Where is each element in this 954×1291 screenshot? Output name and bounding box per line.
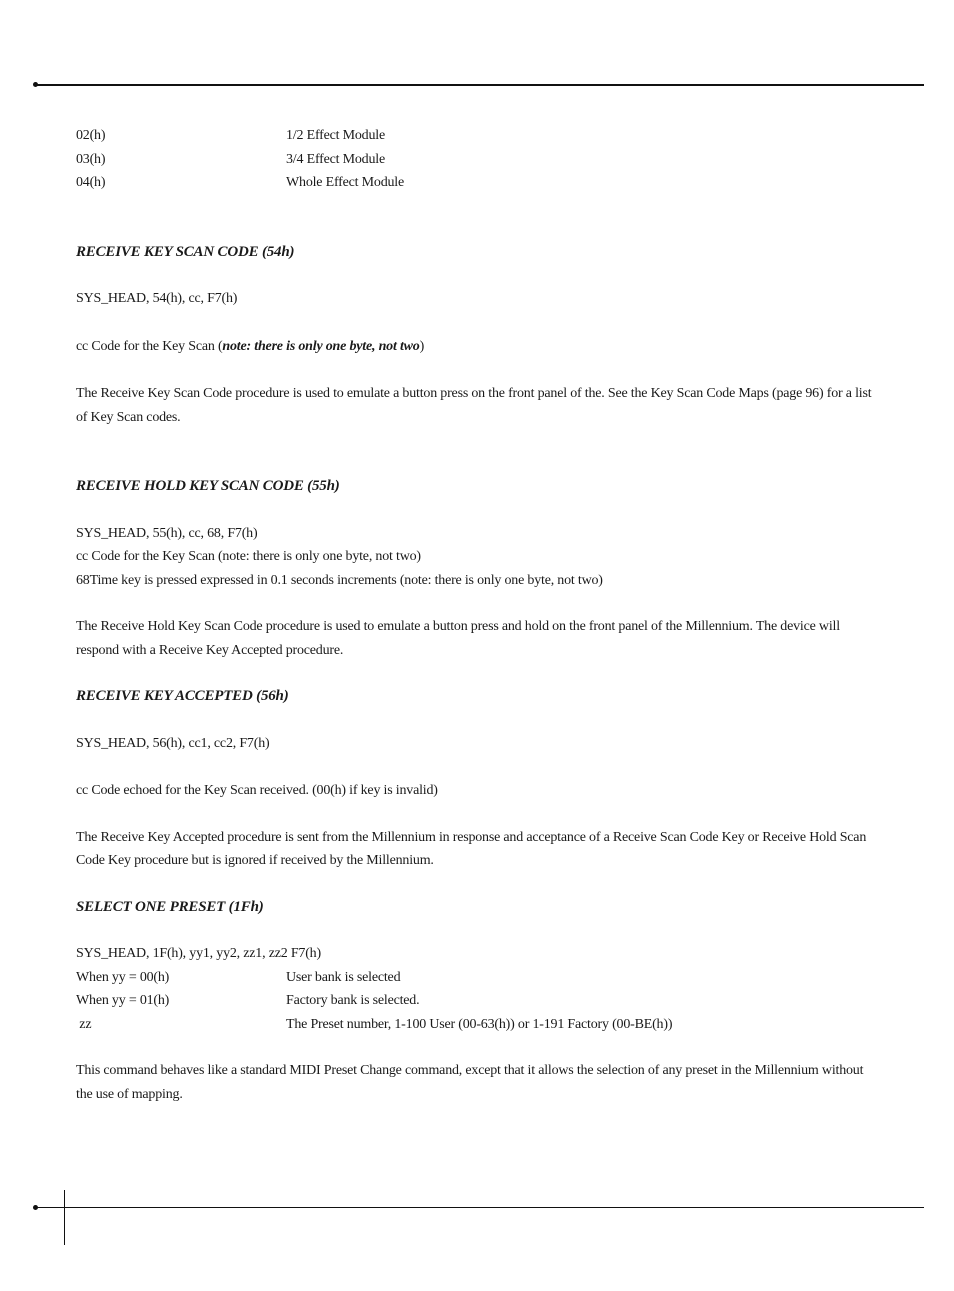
desc-56h: The Receive Key Accepted procedure is sent from the Millennium in response and acceptance of a Receive Scan Code Key or Receive Hold Scan Code Key procedure but is ignored if received by the Millennium. [76,829,867,868]
param-key: When yy = 00(h) [76,969,170,985]
heading-select-one-preset: SELECT ONE PRESET (1Fh) [76,898,264,915]
cc-prefix: cc Code for the Key Scan ( [76,338,223,354]
cc-line-56h: cc Code echoed for the Key Scan received. (00(h) if key is invalid) [76,783,438,798]
table-row [76,171,876,195]
desc-1fh: This command behaves like a standard MIDI Preset Change command, except that it allows the selection of any preset in the Millennium without the use of mapping. [76,1063,864,1102]
cc-note: note: there is only one byte, not two [222,338,420,354]
desc-54h: The Receive Key Scan Code procedure is used to emulate a button press on the front panel of the. See the Key Scan Code Maps (page 96) for a list of Key Scan codes. [76,386,872,425]
param-key: When yy = 01(h) [76,993,170,1008]
syntax-1fh: SYS_HEAD, 1F(h), yy1, yy2, zz1, zz2 F7(h) [76,946,321,961]
table-row [76,124,876,148]
module-desc: 3/4 Effect Module [286,151,385,167]
cc-suffix: ) [419,338,425,354]
table-row [76,966,876,990]
module-table [76,124,876,195]
module-code: 04(h) [76,175,106,190]
bottom-rule [36,1207,924,1208]
table-row [76,1013,876,1037]
module-desc: Whole Effect Module [286,175,405,190]
param-value: The Preset number, 1-100 User (00-63(h)) or 1-191 Factory (00-BE(h)) [286,1016,673,1032]
top-rule [36,84,924,86]
module-code: 03(h) [76,151,106,167]
preset-table [76,966,876,1037]
syntax-54h: SYS_HEAD, 54(h), cc, F7(h) [76,291,238,306]
heading-receive-key-scan-code: RECEIVE KEY SCAN CODE (54h) [76,243,295,260]
table-row [76,148,876,172]
module-code: 02(h) [76,128,106,143]
param-value: Factory bank is selected. [286,993,420,1008]
param-key: zz [76,1016,92,1032]
module-desc: 1/2 Effect Module [286,128,385,143]
desc-55h: The Receive Hold Key Scan Code procedure is used to emulate a button press and hold on the front panel of the Millennium. The device will respond with a Receive Key Accepted procedure. [76,619,840,658]
syntax-56h: SYS_HEAD, 56(h), cc1, cc2, F7(h) [76,735,270,751]
table-row [76,989,876,1013]
document-body [76,124,876,1106]
cc-line-54h [76,335,876,359]
heading-receive-hold-key-scan-code: RECEIVE HOLD KEY SCAN CODE (55h) [76,478,340,494]
param-value: User bank is selected [286,969,401,985]
bottom-vertical-mark [64,1190,65,1245]
cc-line-55h: cc Code for the Key Scan (note: there is only one byte, not two) [76,549,421,564]
time-line-55h: 68Time key is pressed expressed in 0.1 seconds increments (note: there is only one byte, not two) [76,572,603,588]
heading-receive-key-accepted: RECEIVE KEY ACCEPTED (56h) [76,688,289,704]
syntax-55h: SYS_HEAD, 55(h), cc, 68, F7(h) [76,525,258,541]
